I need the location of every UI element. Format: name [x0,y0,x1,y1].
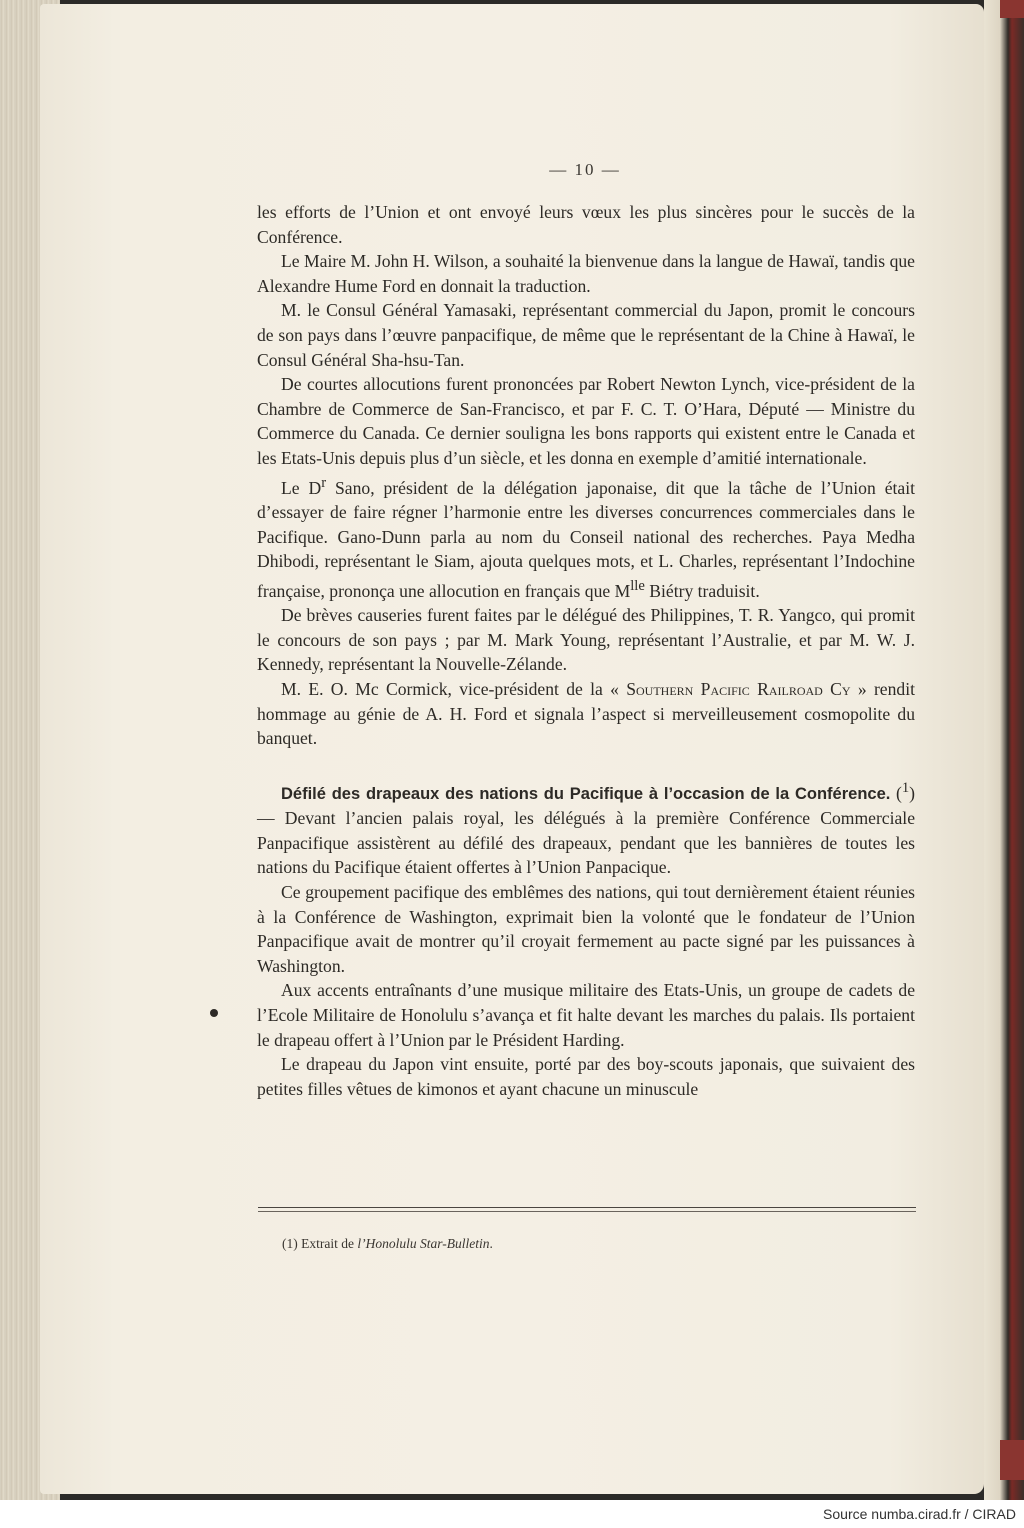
footnote-marker: 1 [901,779,910,796]
body-text [257,200,915,1101]
footnote-text: (1) Extrait de [282,1236,358,1251]
ink-dot [210,1009,218,1017]
binding-tab-bottom [1000,1440,1024,1480]
paragraph [257,471,915,604]
footnote-text: . [489,1236,493,1251]
paragraph: Aux accents entraînants d’une musique militaire des Etats-Unis, un groupe de cadets de l’Ecole Militaire de Honolulu s’avança et fit halte devant les marches du palais. Ils portaient le drapeau offert à l’Union par le Président Harding. [257,980,915,1050]
text-run: ( [890,782,902,803]
superscript: r [321,474,327,491]
paragraph: les efforts de l’Union et ont envoyé leurs vœux les plus sincères pour le succès de la Conférence. [257,202,915,247]
footnote-rule [258,1207,916,1208]
credit-bar [0,1500,1024,1528]
paragraph: Le Maire M. John H. Wilson, a souhaité la bienvenue dans la langue de Hawaï, tandis que Alexandre Hume Ford en donnait la traduction. [257,251,915,296]
footnote [282,1236,493,1252]
paragraph: De brèves causeries furent faites par le délégué des Philippines, T. R. Yangco, qui promit le concours de son pays ; par M. Mark Young, représentant l’Australie, et par M. W. J. Kennedy, représentant la Nouvelle-Zélande. [257,605,915,675]
section-gap [257,751,915,776]
text-run: Devant l’ancien palais royal, les délégués à la première Conférence Commerciale Panpacifique assistèrent au défilé des drapeaux, pendant que les bannières de toutes les nations du Pacifique étaient offertes à l’Union Panpacique. [257,808,916,878]
text-run: Le D [281,477,322,498]
text-run: Biétry traduisit. [644,580,760,601]
paragraph: De courtes allocutions furent prononcées par Robert Newton Lynch, vice-président de la Chambre de Commerce de San-Francisco, et par F. C. T. O’Hara, Député — Ministre du Commerce du Canada. Ce dernier souligna les bons rapports qui existent entre le Canada et les Etats-Unis depuis plus d’un siècle, et les donna en exemple d’amitié internationale. [257,374,915,468]
paragraph: Ce groupement pacifique des emblêmes des nations, qui tout dernièrement étaient réunies à la Conférence de Washington, exprimait bien la volonté que le fondateur de l’Union Panpacifique avait de montrer qu’il croyait fermement au pacte signé par les puissances à Washington. [257,882,915,976]
text-run: Sano, président de la délégation japonaise, dit que la tâche de l’Union était d’essayer de faire régner l’harmonie entre les diverses concurrences commerciales dans le Pacifique. Gano-Dunn parla au nom du Conseil national des recherches. Paya Medha Dhibodi, représentant le Siam, ajouta quelques mots, et L. Charles, représentant l’Indochine française, prononça une allocution en français que M [257,477,915,601]
text-run: M. E. O. Mc Cormick, vice-président de la « [281,679,627,699]
book-binding-edge [984,0,1024,1500]
text-run: » rendit hommage au génie de A. H. Ford et signala l’aspect si merveilleusement cosmopolite du banquet. [257,679,915,749]
footnote-source: l’Honolulu Star-Bulletin [357,1236,490,1251]
binding-tab-top [1000,0,1024,18]
section-heading-paragraph [257,776,915,880]
company-name: Southern Pacific Railroad Cy [626,679,851,699]
paragraph: M. le Consul Général Yamasaki, représentant commercial du Japon, promit le concours de son pays dans l’œuvre panpacifique, de même que le représentant de la Chine à Hawaï, le Consul Général Sha-hsu-Tan. [257,300,915,370]
text-run: ) — [257,782,915,829]
paragraph: Le drapeau du Japon vint ensuite, porté par des boy-scouts japonais, que suivaient des petites filles vêtues de kimonos et ayant chacune un minuscule [257,1054,915,1099]
footnote-rule-thin [258,1211,916,1212]
section-heading: Défilé des drapeaux des nations du Pacifique à l’occasion de la Conférence. [281,784,891,803]
superscript: lle [630,577,645,594]
paragraph [257,677,915,751]
source-credit: Source numba.cirad.fr / CIRAD [823,1506,1016,1522]
page-number: — 10 — [549,160,621,179]
